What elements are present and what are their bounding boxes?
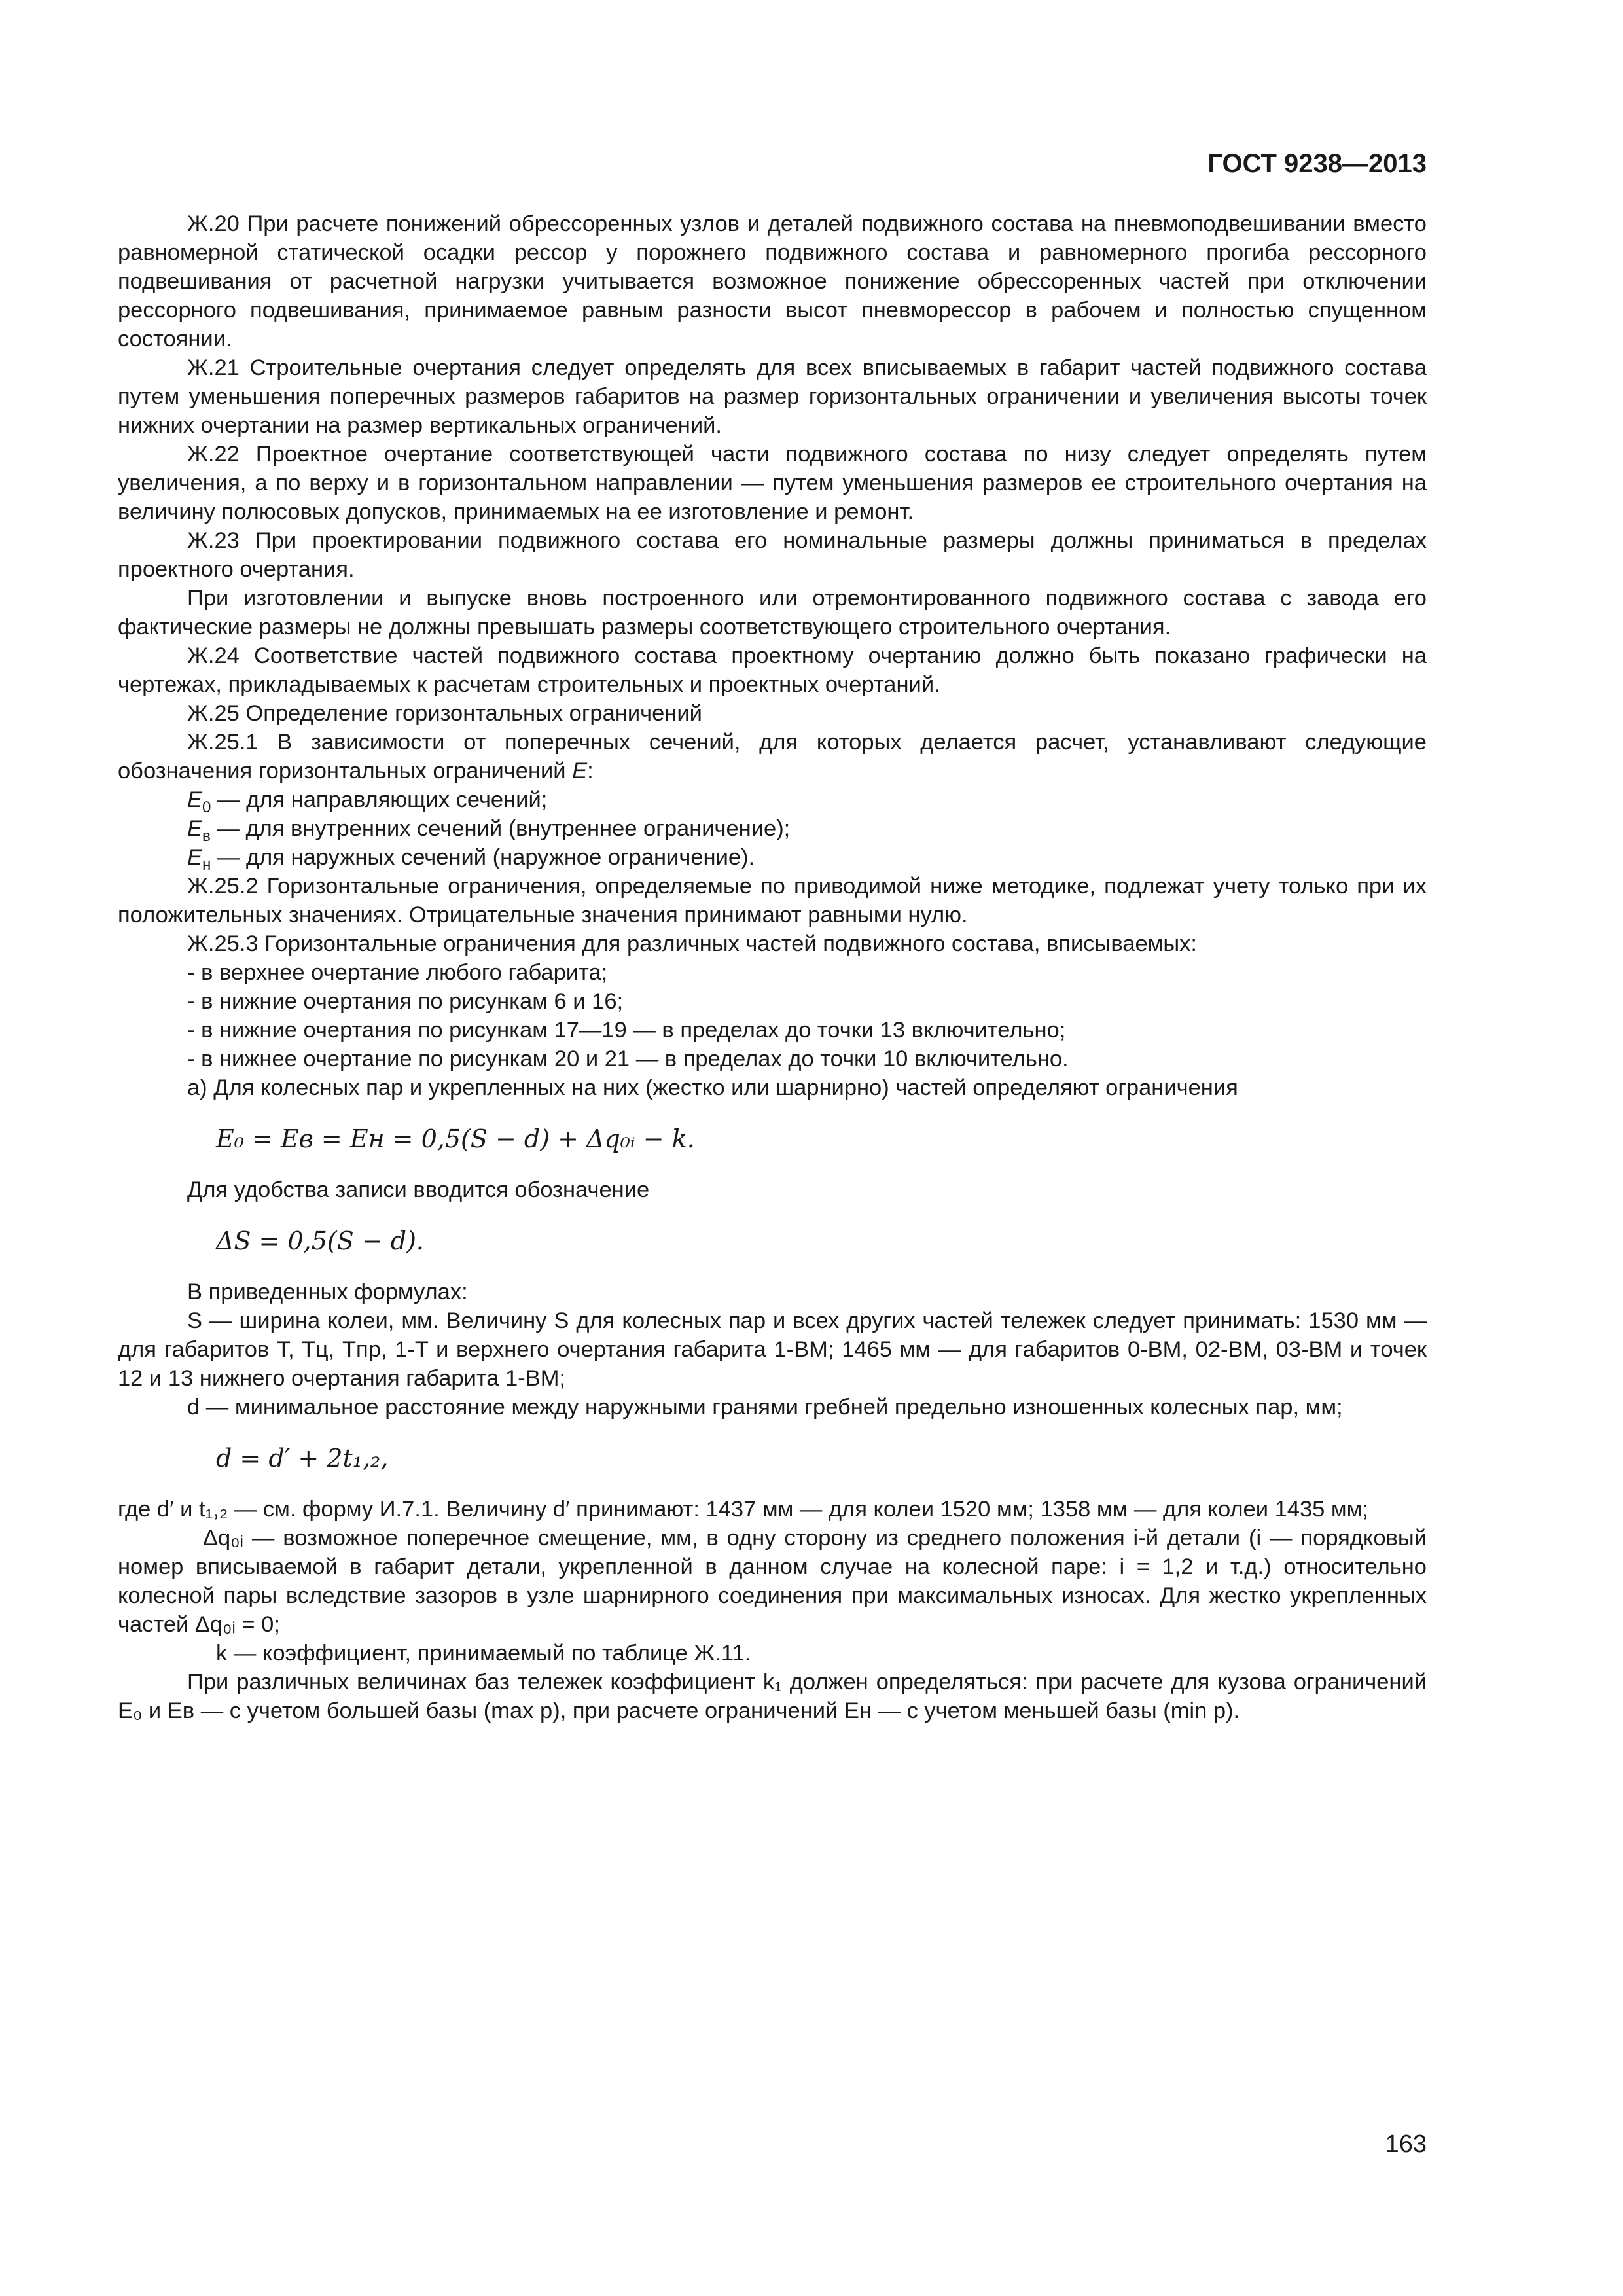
paragraph-zh23-continued: При изготовлении и выпуске вновь построенного или отремонтированного подвижного состава с завода его фактические размеры не должны превышать размеры соответствующего строительного очертания. [118, 586, 1427, 639]
page-number: 163 [1385, 2130, 1427, 2158]
list-item: - в нижние очертания по рисункам 17—19 — в пределах до точки 13 включительно; [187, 1018, 1066, 1043]
paragraph-zh25-3: Ж.25.3 Горизонтальные ограничения для различных частей подвижного состава, вписываемых: [187, 931, 1198, 956]
subscript-ev: в [202, 827, 211, 845]
symbol-e0: E [187, 787, 203, 812]
paragraph-in-formulas: В приведенных формулах: [187, 1280, 468, 1304]
paragraph-zh25-2: Ж.25.2 Горизонтальные ограничения, определяемые по приводимой ниже методике, подлежат учету только при их положительных значениях. Отрицательные значения принимают равными нулю. [118, 874, 1427, 927]
paragraph-zh25-1-end: : [587, 759, 594, 783]
paragraph-base-coefficient: При различных величинах баз тележек коэффициент k₁ должен определяться: при расчете для кузова ограничений E₀ и Eв — с учетом большей базы (max p), при расчете ограничений Eн — с учетом меньшей базы (min p). [118, 1670, 1427, 1723]
definition-k: k — коэффициент, принимаемый по таблице Ж.11. [216, 1641, 751, 1666]
definition-en-text: — для наружных сечений (наружное ограничение). [211, 845, 755, 870]
paragraph-convenience: Для удобства записи вводится обозначение [187, 1177, 650, 1202]
symbol-en: E [187, 845, 203, 870]
formula-delta-s: ΔS = 0,5(S − d). [216, 1227, 424, 1255]
formula-e0: E₀ = Eв = Eн = 0,5(S − d) + Δq₀ᵢ − k. [216, 1124, 695, 1153]
paragraph-zh25-1 [118, 728, 1427, 785]
list-item: - в нижнее очертание по рисункам 20 и 21 — в пределах до точки 10 включительно. [187, 1047, 1069, 1071]
paragraph-zh23: Ж.23 При проектировании подвижного состава его номинальные размеры должны приниматься в пределах проектного очертания. [118, 528, 1427, 582]
definition-ev-text: — для внутренних сечений (внутреннее ограничение); [210, 816, 791, 841]
paragraph-a: а) Для колесных пар и укрепленных на них (жестко или шарнирно) частей определяют ограничения [187, 1075, 1238, 1100]
definition-s: S — ширина колеи, мм. Величину S для колесных пар и всех других частей тележек следует принимать: 1530 мм — для габаритов T, Tц, Tпр, 1-T и верхнего очертания габарита 1-ВМ; 1465 мм — для габаритов 0-ВМ, 02-ВМ, 03-ВМ и точек 12 и 13 нижнего очертания габарита 1-ВМ; [118, 1308, 1427, 1391]
paragraph-zh25-1-text: Ж.25.1 В зависимости от поперечных сечений, для которых делается расчет, устанавливают следующие обозначения горизонтальных ограничений [118, 730, 1427, 783]
definition-ev [187, 814, 1427, 843]
symbol-E: E [572, 759, 588, 783]
definition-delta-q: Δq₀ᵢ — возможное поперечное смещение, мм, в одну сторону из среднего положения i-й детали (i — порядковый номер вписываемой в габарит детали, укрепленной в данном случае на колесной паре: i = 1,2 и т.д.) относительно колесной пары вследствие зазоров в узле шарнирного соединения при максимальных износах. Для жестко укрепленных частей Δq₀ᵢ = 0; [118, 1526, 1427, 1637]
subscript-en: н [202, 856, 211, 874]
paragraph-zh24: Ж.24 Соответствие частей подвижного состава проектному очертанию должно быть показано графически на чертежах, прикладываемых к расчетам строительных и проектных очертаний. [118, 643, 1427, 697]
paragraph-where: где d′ и t₁,₂ — см. форму И.7.1. Величину d′ принимают: 1437 мм — для колеи 1520 мм; 1358 мм — для колеи 1435 мм; [118, 1497, 1368, 1522]
definition-en [187, 843, 1427, 872]
paragraph-zh25-heading: Ж.25 Определение горизонтальных ограничений [187, 701, 702, 726]
definition-e0-text: — для направляющих сечений; [211, 787, 548, 812]
list-item: - в нижние очертания по рисункам 6 и 16; [187, 989, 624, 1014]
paragraph-zh20: Ж.20 При расчете понижений обрессоренных узлов и деталей подвижного состава на пневмоподвешивании вместо равномерной статической осадки рессор у порожнего подвижного состава и равномерного прогиба рессорного подвешивания от расчетной нагрузки учитывается возможное понижение обрессоренных частей при отключении рессорного подвешивания, принимаемое равным разности высот пневморессор в рабочем и полностью спущенном состоянии. [118, 211, 1427, 351]
body-text [118, 209, 1427, 1725]
definition-d: d — минимальное расстояние между наружными гранями гребней предельно изношенных колесных пар, мм; [187, 1395, 1343, 1420]
definition-e0 [187, 785, 1427, 814]
symbol-ev: E [187, 816, 203, 841]
document-code: ГОСТ 9238—2013 [1207, 149, 1427, 178]
formula-d: d = d′ + 2t₁,₂, [216, 1444, 389, 1473]
paragraph-zh21: Ж.21 Строительные очертания следует определять для всех вписываемых в габарит частей подвижного состава путем уменьшения поперечных размеров габаритов на размер горизонтальных ограничении и увеличения высоты точек нижних очертании на размер вертикальных ограничений. [118, 355, 1427, 438]
paragraph-zh22: Ж.22 Проектное очертание соответствующей части подвижного состава по низу следует определять путем увеличения, а по верху и в горизонтальном направлении — путем уменьшения размеров ее строительного очертания на величину полюсовых допусков, принимаемых на ее изготовление и ремонт. [118, 442, 1427, 524]
subscript-e0: 0 [202, 798, 211, 816]
list-item: - в верхнее очертание любого габарита; [187, 960, 608, 985]
